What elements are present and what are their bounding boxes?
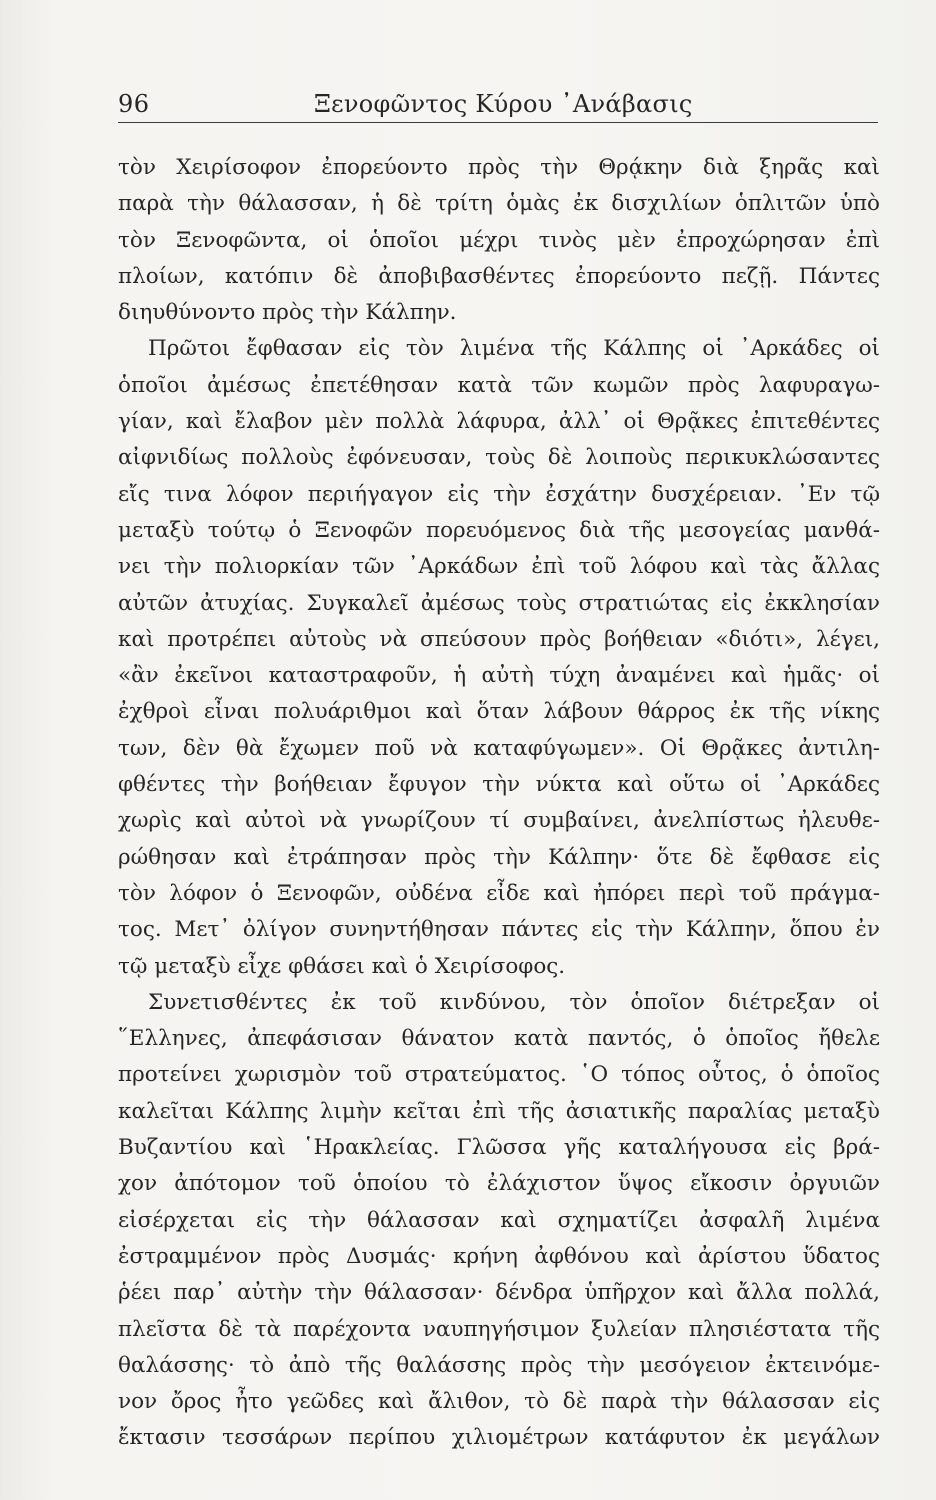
text-line: ἔκτασιν τεσσάρων περίπου χιλιομέτρων κατάφυτον ἐκ μεγάλων: [118, 1425, 880, 1451]
body-text: [118, 150, 880, 1457]
text-line: διηυθύνοντο πρὸς τὴν Κάλπην.: [118, 300, 457, 326]
text-line: χον ἀπότομον τοῦ ὁποίου τὸ ἐλάχιστον ὕψος εἴκοσιν ὀργυιῶν: [118, 1171, 880, 1197]
text-line: εἴς τινα λόφον περιήγαγον εἰς τὴν ἐσχάτην δυσχέρειαν. ᾿Εν τῷ: [118, 481, 880, 507]
text-line: τῷ μεταξὺ εἶχε φθάσει καὶ ὁ Χειρίσοφος.: [118, 953, 566, 979]
text-line: Συνετισθέντες ἐκ τοῦ κινδύνου, τὸν ὁποῖον διέτρεξαν οἱ: [148, 989, 880, 1015]
text-line: γίαν, καὶ ἔλαβον μὲν πολλὰ λάφυρα, ἀλλ᾿ οἱ Θρᾷκες ἐπιτεθέντες: [118, 409, 880, 435]
text-line: Πρῶτοι ἔφθασαν εἰς τὸν λιμένα τῆς Κάλπης οἱ ᾿Αρκάδες οἱ: [148, 336, 880, 362]
text-line: αἰφνιδίως πολλοὺς ἐφόνευσαν, τοὺς δὲ λοιποὺς περικυκλώσαντες: [118, 445, 880, 471]
text-line: ῥέει παρ᾿ αὐτὴν τὴν θάλασσαν· δένδρα ὑπῆρχον καὶ ἄλλα πολλά,: [118, 1280, 880, 1306]
text-line: χωρὶς καὶ αὐτοὶ νὰ γνωρίζουν τί συμβαίνει, ἀνελπίστως ἠλευθε-: [118, 808, 880, 834]
text-line: «ἂν ἐκεῖνοι καταστραφοῦν, ἡ αὐτὴ τύχη ἀναμένει καὶ ἡμᾶς· οἱ: [118, 663, 880, 689]
text-line: νον ὄρος ἦτο γεῶδες καὶ ἄλιθον, τὸ δὲ παρὰ τὴν θάλασσαν εἰς: [118, 1389, 880, 1415]
text-line: νει τὴν πολιορκίαν τῶν ᾿Αρκάδων ἐπὶ τοῦ λόφου καὶ τὰς ἄλλας: [118, 554, 880, 580]
text-line: τὸν Χειρίσοφον ἐπορεύοντο πρὸς τὴν Θρᾴκην διὰ ξηρᾶς καὶ: [118, 155, 880, 180]
text-line: πλεῖστα δὲ τὰ παρέχοντα ναυπηγήσιμον ξυλείαν πλησιέστατα τῆς: [118, 1316, 880, 1342]
text-line: τὸν λόφον ὁ Ξενοφῶν, οὐδένα εἶδε καὶ ἠπόρει περὶ τοῦ πράγμα-: [118, 880, 880, 906]
text-line: αὐτῶν ἀτυχίας. Συγκαλεῖ ἀμέσως τοὺς στρατιώτας εἰς ἐκκλησίαν: [118, 590, 880, 616]
header-title: Ξενοφῶντος Κύρου ᾿Ανάβασις: [314, 90, 693, 118]
text-line: των, δὲν θὰ ἔχωμεν ποῦ νὰ καταφύγωμεν». Οἱ Θρᾷκες ἀντιλη-: [118, 735, 880, 761]
text-line: τὸν Ξενοφῶντα, οἱ ὁποῖοι μέχρι τινὸς μὲν ἐπροχώρησαν ἐπὶ: [118, 227, 880, 253]
text-line: τος. Μετ᾿ ὀλίγον συνηντήθησαν πάντες εἰς τὴν Κάλπην, ὅπου ἐν: [118, 917, 880, 943]
text-line: εἰσέρχεται εἰς τὴν θάλασσαν καὶ σχηματίζει ἀσφαλῆ λιμένα: [118, 1207, 880, 1233]
text-line: φθέντες τὴν βοήθειαν ἔφυγον τὴν νύκτα καὶ οὕτω οἱ ᾿Αρκάδες: [118, 772, 880, 798]
text-line: καὶ προτρέπει αὐτοὺς νὰ σπεύσουν πρὸς βοήθειαν «διότι», λέγει,: [118, 626, 880, 652]
text-line: Βυζαντίου καὶ ῾Ηρακλείας. Γλῶσσα γῆς καταλήγουσα εἰς βρά-: [118, 1135, 880, 1161]
page-number: 96: [118, 90, 150, 118]
text-line: ἐχθροὶ εἶναι πολυάριθμοι καὶ ὅταν λάβουν θάρρος ἐκ τῆς νίκης: [118, 699, 880, 725]
text-line: καλεῖται Κάλπης λιμὴν κεῖται ἐπὶ τῆς ἀσιατικῆς παραλίας μεταξὺ: [118, 1098, 880, 1124]
text-line: πλοίων, κατόπιν δὲ ἀποβιβασθέντες ἐπορεύοντο πεζῇ. Πάντες: [118, 263, 880, 289]
text-line: παρὰ τὴν θάλασσαν, ἡ δὲ τρίτη ὁμὰς ἐκ δισχιλίων ὁπλιτῶν ὑπὸ: [118, 191, 880, 217]
text-line: ὁποῖοι ἀμέσως ἐπετέθησαν κατὰ τῶν κωμῶν πρὸς λαφυραγω-: [118, 372, 880, 398]
text-line: ἐστραμμένον πρὸς Δυσμάς· κρήνη ἀφθόνου καὶ ἀρίστου ὕδατος: [118, 1243, 880, 1269]
text-line: μεταξὺ τούτῳ ὁ Ξενοφῶν πορευόμενος διὰ τῆς μεσογείας μανθά-: [118, 517, 880, 543]
text-line: ῞Ελληνες, ἀπεφάσισαν θάνατον κατὰ παντός, ὁ ὁποῖος ἤθελε: [118, 1026, 880, 1052]
text-line: θαλάσσης· τὸ ἀπὸ τῆς θαλάσσης πρὸς τὴν μεσόγειον ἐκτεινόμε-: [118, 1352, 880, 1378]
text-line: ρώθησαν καὶ ἐτράπησαν πρὸς τὴν Κάλπην· ὅτε δὲ ἔφθασε εἰς: [118, 844, 880, 870]
text-line: προτείνει χωρισμὸν τοῦ στρατεύματος. ῾Ο τόπος οὗτος, ὁ ὁποῖος: [118, 1062, 880, 1088]
running-head: [118, 88, 878, 123]
